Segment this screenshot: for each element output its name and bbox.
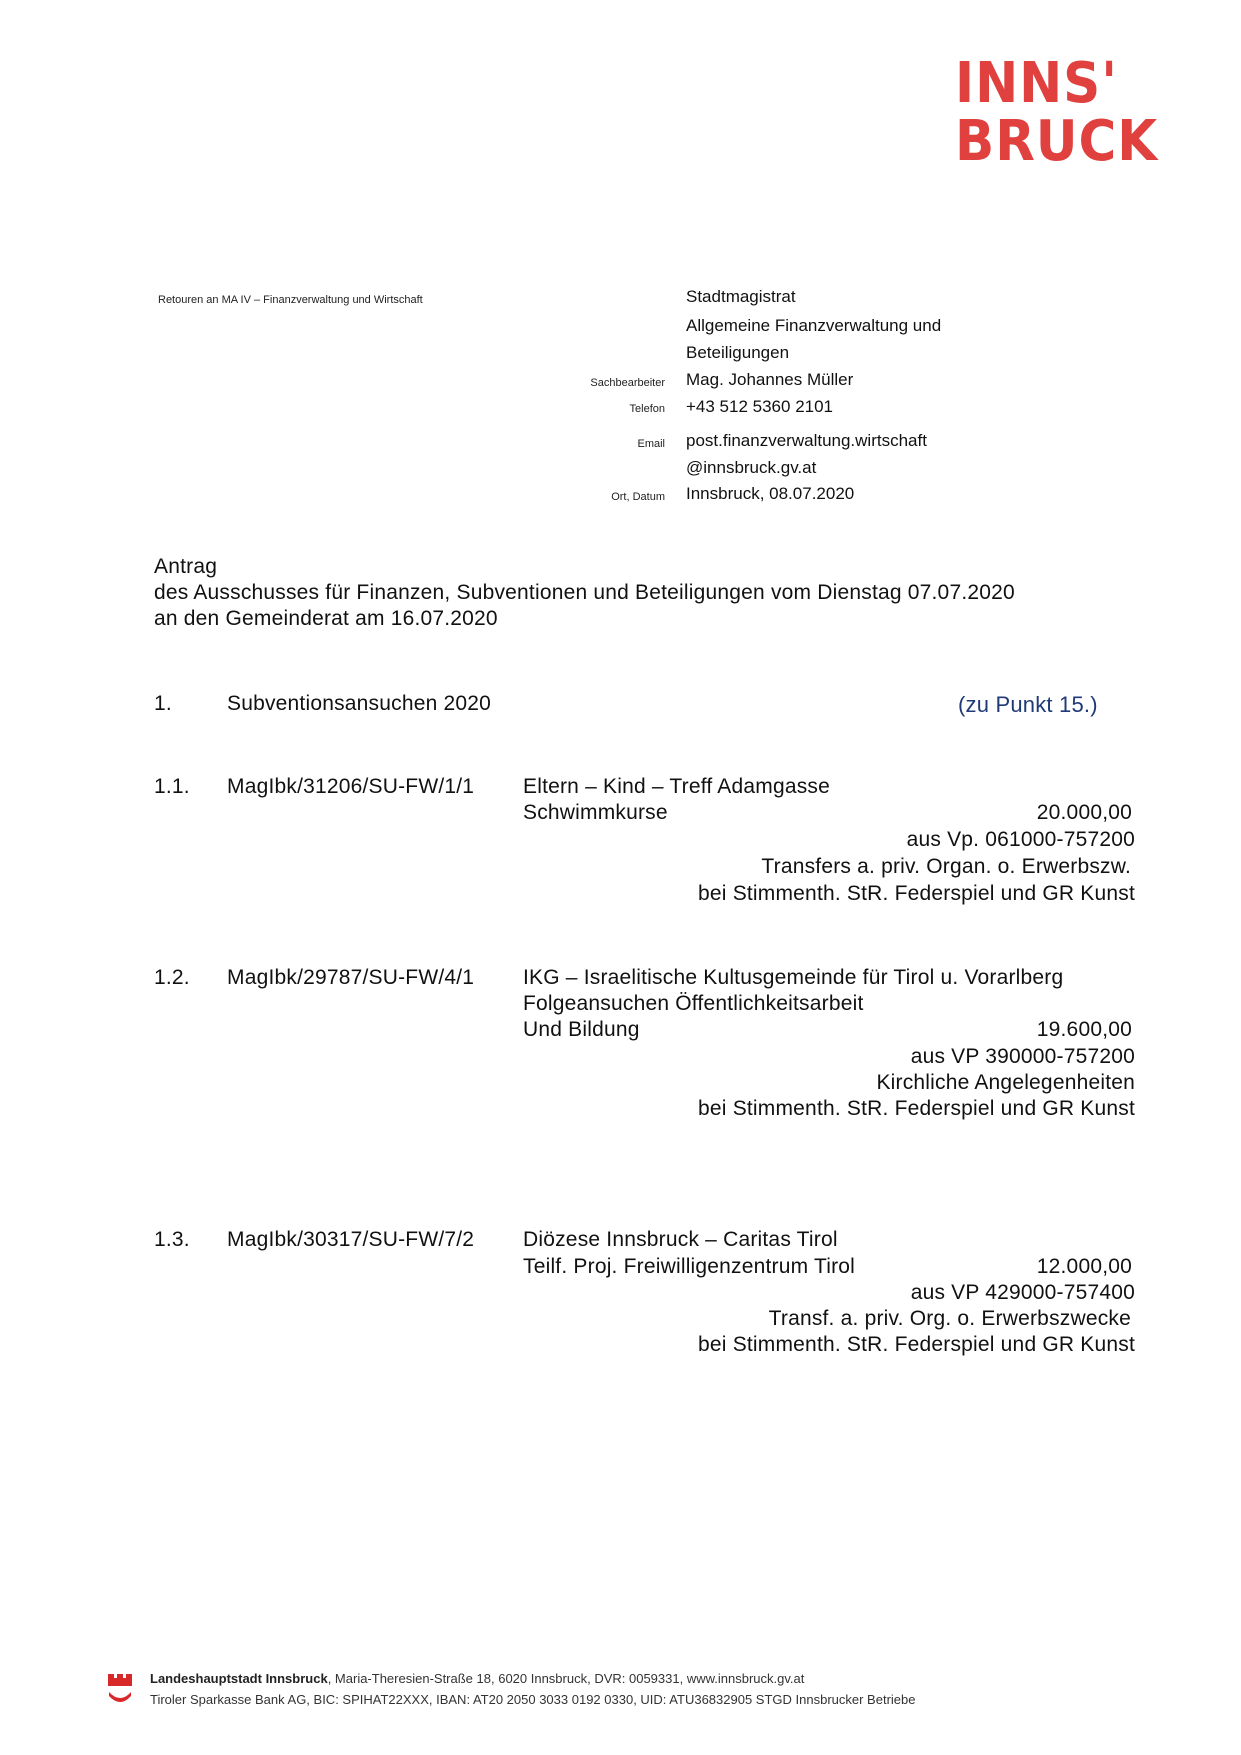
item-account: aus VP 390000-757200 [910, 1045, 1135, 1068]
item-code: MagIbk/31206/SU-FW/1/1 [227, 775, 475, 798]
item-name-line-1: Eltern – Kind – Treff Adamgasse [523, 775, 830, 798]
ort-datum-label: Ort, Datum [611, 491, 665, 503]
footer-line-1 [150, 1671, 804, 1686]
item-name-line-2: Folgeansuchen Öffentlichkeitsarbeit [523, 992, 864, 1015]
sender-line-3: Beteiligungen [686, 343, 790, 362]
footer-organization: Landeshauptstadt Innsbruck [150, 1671, 328, 1686]
item-name-line-1: IKG – Israelitische Kultusgemeinde für Tirol u. Vorarlberg [523, 966, 1064, 989]
item-category: Transfers a. priv. Organ. o. Erwerbszw. [761, 855, 1131, 878]
sender-line-1: Stadtmagistrat [686, 287, 796, 306]
section-number: 1. [154, 692, 172, 715]
logo-line-1: INNS' [955, 51, 1118, 116]
email-value-line-1[interactable]: post.finanzverwaltung.wirtschaft [686, 431, 927, 450]
item-name-line-1: Diözese Innsbruck – Caritas Tirol [523, 1228, 838, 1251]
item-amount: 19.600,00 [1036, 1018, 1132, 1041]
footer-address: , Maria-Theresien-Straße 18, 6020 Innsbruck, DVR: 0059331, www.innsbruck.gv.at [327, 1671, 805, 1686]
telefon-value: +43 512 5360 2101 [686, 397, 834, 416]
item-note: bei Stimmenth. StR. Federspiel und GR Kunst [698, 1333, 1135, 1356]
item-amount: 12.000,00 [1036, 1255, 1132, 1278]
item-name-line-2: Teilf. Proj. Freiwilligenzentrum Tirol [523, 1255, 856, 1278]
item-name-line-3: Und Bildung [523, 1018, 640, 1041]
footer-line-2: Tiroler Sparkasse Bank AG, BIC: SPIHAT22XXX, IBAN: AT20 2050 3033 0192 0330, UID: ATU36832905 STGD Innsbrucker Betriebe [150, 1692, 916, 1707]
item-amount: 20.000,00 [1036, 801, 1132, 824]
item-category: Kirchliche Angelegenheiten [876, 1071, 1135, 1094]
ort-datum-value: Innsbruck, 08.07.2020 [686, 484, 855, 503]
section-reference: (zu Punkt 15.) [958, 692, 1098, 717]
item-account: aus Vp. 061000-757200 [906, 828, 1135, 851]
item-note: bei Stimmenth. StR. Federspiel und GR Kunst [698, 882, 1135, 905]
item-code: MagIbk/30317/SU-FW/7/2 [227, 1228, 475, 1251]
item-number: 1.2. [154, 966, 190, 989]
item-number: 1.3. [154, 1228, 190, 1251]
title-line-2: des Ausschusses für Finanzen, Subventionen und Beteiligungen vom Dienstag 07.07.2020 [154, 581, 1015, 604]
item-note: bei Stimmenth. StR. Federspiel und GR Kunst [698, 1097, 1135, 1120]
sachbearbeiter-label: Sachbearbeiter [590, 377, 665, 389]
item-category: Transf. a. priv. Org. o. Erwerbszwecke [768, 1307, 1131, 1330]
item-account: aus VP 429000-757400 [910, 1281, 1135, 1304]
email-value-line-2[interactable]: @innsbruck.gv.at [686, 458, 817, 477]
innsbruck-coat-of-arms-icon [106, 1670, 134, 1706]
item-number: 1.1. [154, 775, 190, 798]
telefon-label: Telefon [629, 403, 665, 415]
sachbearbeiter-value: Mag. Johannes Müller [686, 370, 854, 389]
item-name-line-2: Schwimmkurse [523, 801, 668, 824]
title-line-3: an den Gemeinderat am 16.07.2020 [154, 607, 498, 630]
logo-line-2: BRUCK [955, 109, 1159, 174]
return-address: Retouren an MA IV – Finanzverwaltung und Wirtschaft [158, 294, 423, 306]
title-line-1: Antrag [154, 555, 218, 578]
item-code: MagIbk/29787/SU-FW/4/1 [227, 966, 475, 989]
section-title: Subventionsansuchen 2020 [227, 692, 492, 715]
email-label: Email [637, 438, 665, 450]
innsbruck-logo [955, 51, 1195, 175]
sender-line-2: Allgemeine Finanzverwaltung und [686, 316, 942, 335]
